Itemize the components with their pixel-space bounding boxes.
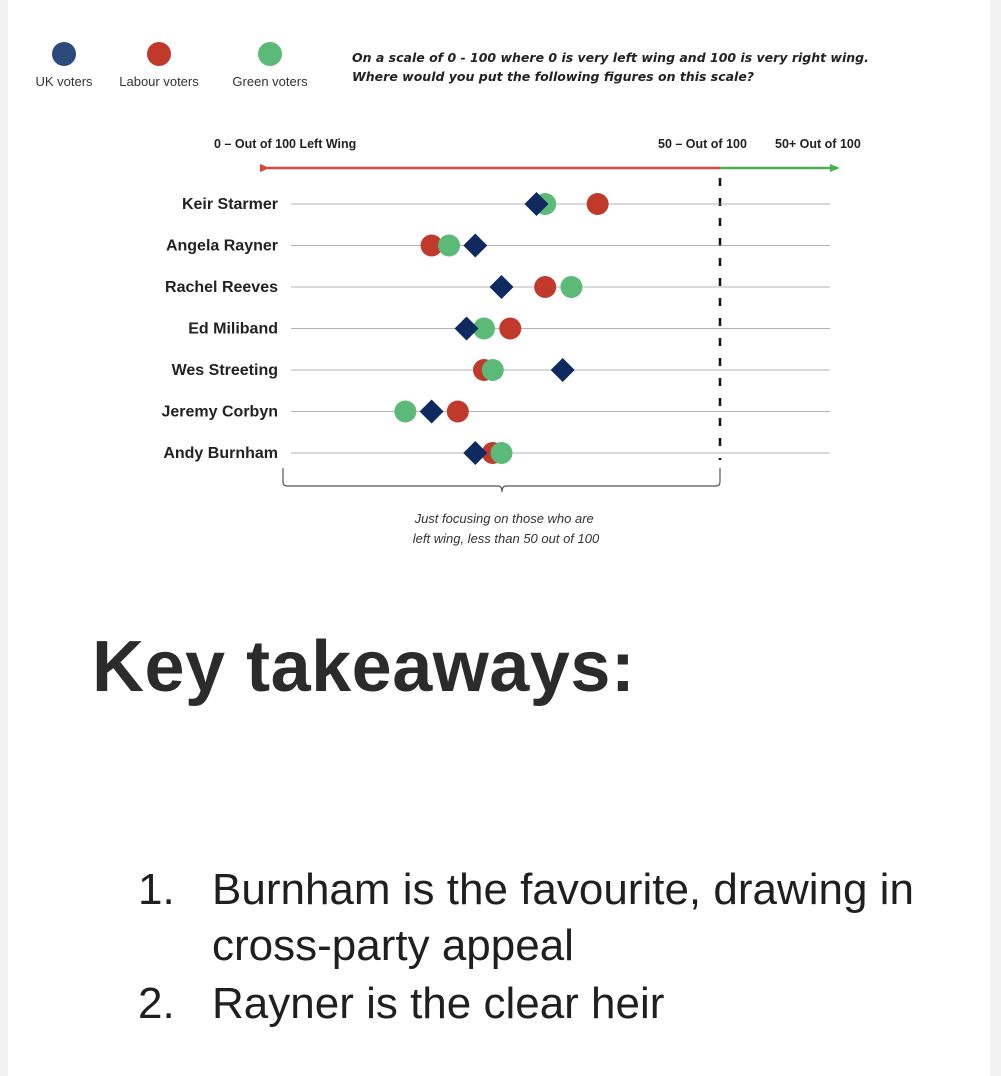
point-uk-voters-andy-burnham <box>463 441 487 465</box>
takeaways-list <box>138 862 958 1034</box>
row-label-jeremy-corbyn: Jeremy Corbyn <box>161 403 278 421</box>
row-label-andy-burnham: Andy Burnham <box>163 445 278 462</box>
takeaway-item <box>138 862 958 974</box>
focus-bracket <box>283 468 720 492</box>
axis-label-mid: 50 – Out of 100 <box>658 137 747 151</box>
point-uk-voters-angela-rayner <box>463 234 487 258</box>
point-green-voters-andy-burnham <box>491 442 513 464</box>
axis-label-right: 50+ Out of 100 <box>775 137 861 151</box>
takeaway-number: 1. <box>138 865 175 914</box>
political-scale-chart <box>8 0 990 600</box>
point-green-voters-rachel-reeves <box>560 276 582 298</box>
takeaways-title: Key takeaways: <box>92 627 636 707</box>
row-label-angela-rayner: Angela Rayner <box>165 237 278 255</box>
point-green-voters-wes-streeting <box>482 359 504 381</box>
point-uk-voters-rachel-reeves <box>490 275 514 299</box>
point-labour-voters-keir-starmer <box>587 193 609 215</box>
point-labour-voters-rachel-reeves <box>534 276 556 298</box>
chart-question: On a scale of 0 - 100 where 0 is very left wing and 100 is very right wing. Where would you put the following figures on this scale? <box>352 50 869 84</box>
legend-uk-voters-label: UK voters <box>35 74 93 89</box>
point-uk-voters-jeremy-corbyn <box>420 400 444 424</box>
takeaway-text: Burnham is the favourite, drawing in cross-party appeal <box>212 865 914 970</box>
row-label-keir-starmer: Keir Starmer <box>181 196 278 213</box>
takeaway-number: 2. <box>138 979 175 1028</box>
takeaway-item <box>138 976 958 1032</box>
point-labour-voters-jeremy-corbyn <box>447 401 469 423</box>
point-uk-voters-ed-miliband <box>455 317 479 341</box>
point-green-voters-jeremy-corbyn <box>394 401 416 423</box>
row-label-wes-streeting: Wes Streeting <box>171 362 278 379</box>
point-green-voters-angela-rayner <box>438 235 460 257</box>
point-labour-voters-ed-miliband <box>499 318 521 340</box>
focus-annotation: Just focusing on those who are left wing, less than 50 out of 100 <box>412 511 600 546</box>
legend-labour-voters-label: Labour voters <box>119 74 199 89</box>
content-card <box>8 0 990 1076</box>
row-label-ed-miliband: Ed Miliband <box>188 320 278 338</box>
point-uk-voters-wes-streeting <box>551 358 575 382</box>
takeaway-text: Rayner is the clear heir <box>212 979 665 1028</box>
axis-label-left: 0 – Out of 100 Left Wing <box>214 137 357 151</box>
legend-green-voters-label: Green voters <box>232 74 308 89</box>
row-label-rachel-reeves: Rachel Reeves <box>165 279 278 296</box>
